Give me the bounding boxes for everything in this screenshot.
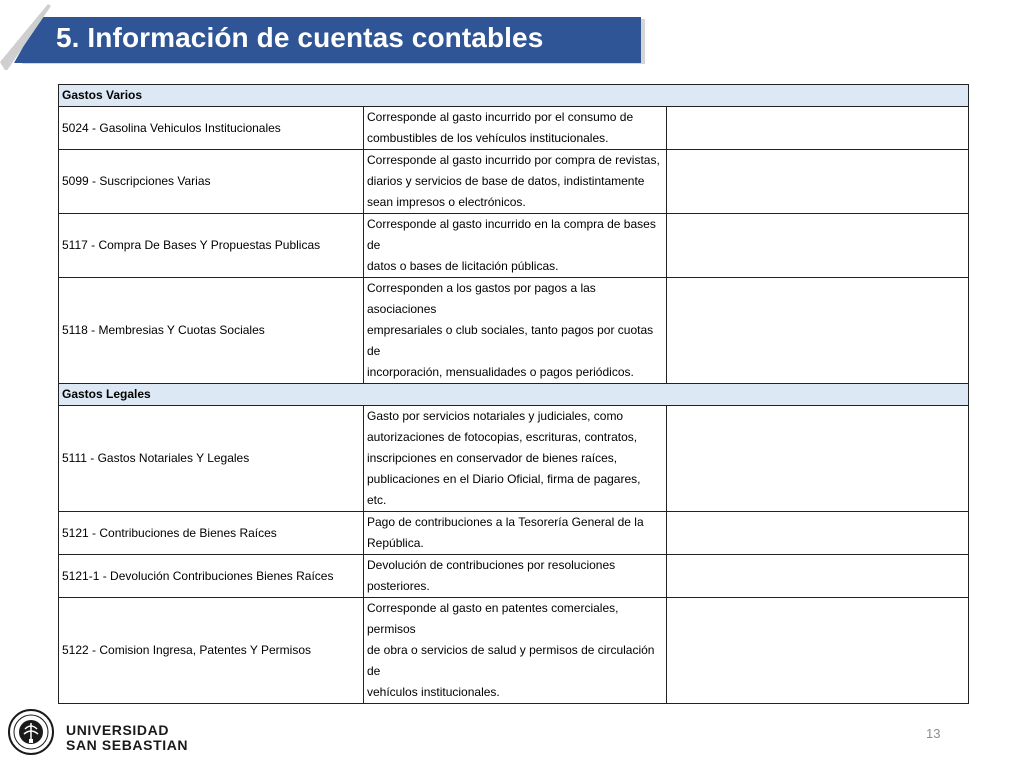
description-line: vehículos institucionales.: [367, 685, 500, 699]
account-description-cell: [364, 598, 667, 704]
account-description-cell: [364, 107, 667, 150]
description-line: de obra o servicios de salud y permisos de circulación de: [367, 643, 655, 678]
description-line: sean impresos o electrónicos.: [367, 195, 526, 209]
account-description-cell: [364, 555, 667, 598]
empty-cell: [667, 598, 969, 704]
table-row: [59, 150, 969, 214]
description-line: empresariales o club sociales, tanto pagos por cuotas de: [367, 323, 654, 358]
section-header-row: [59, 85, 969, 107]
page-title: 5. Información de cuentas contables: [56, 22, 544, 53]
account-description-cell: [364, 406, 667, 512]
table-row: [59, 107, 969, 150]
account-name-cell: 5024 - Gasolina Vehiculos Institucionales: [59, 107, 364, 150]
empty-cell: [667, 406, 969, 512]
empty-cell: [667, 107, 969, 150]
university-seal-icon: [8, 709, 54, 755]
logo-line-1: UNIVERSIDAD: [66, 722, 170, 738]
empty-cell: [667, 512, 969, 555]
account-description-cell: [364, 150, 667, 214]
account-description-cell: [364, 214, 667, 278]
description-line: Corresponde al gasto en patentes comerciales, permisos: [367, 601, 619, 636]
table-row: [59, 555, 969, 598]
table-row: [59, 406, 969, 512]
description-line: Corresponde al gasto incurrido por el consumo de: [367, 110, 634, 124]
description-line: República.: [367, 536, 424, 550]
logo-line-2: SAN SEBASTIAN: [66, 737, 189, 753]
empty-cell: [667, 214, 969, 278]
account-description-cell: [364, 278, 667, 384]
account-name-cell: 5121-1 - Devolución Contribuciones Bienes Raíces: [59, 555, 364, 598]
account-name-cell: 5118 - Membresias Y Cuotas Sociales: [59, 278, 364, 384]
description-line: posteriores.: [367, 579, 430, 593]
description-line: Corresponde al gasto incurrido en la compra de bases de: [367, 217, 656, 252]
account-name-cell: 5117 - Compra De Bases Y Propuestas Publicas: [59, 214, 364, 278]
section-header: Gastos Varios: [59, 85, 969, 107]
description-line: Devolución de contribuciones por resoluciones: [367, 558, 616, 572]
accounts-table: [58, 84, 969, 704]
section-header-row: [59, 384, 969, 406]
account-name-cell: 5122 - Comision Ingresa, Patentes Y Permisos: [59, 598, 364, 704]
description-line: diarios y servicios de base de datos, indistintamente: [367, 174, 645, 188]
description-line: Pago de contribuciones a la Tesorería General de la: [367, 515, 644, 529]
description-line: inscripciones en conservador de bienes raíces,: [367, 451, 618, 465]
table-row: [59, 214, 969, 278]
table-row: [59, 512, 969, 555]
account-name-cell: 5099 - Suscripciones Varias: [59, 150, 364, 214]
accounts-table-body: [59, 85, 969, 704]
empty-cell: [667, 150, 969, 214]
description-line: Gasto por servicios notariales y judiciales, como: [367, 409, 624, 423]
description-line: datos o bases de licitación públicas.: [367, 259, 559, 273]
section-header: Gastos Legales: [59, 384, 969, 406]
description-line: combustibles de los vehículos institucionales.: [367, 131, 609, 145]
university-logo: [8, 709, 189, 757]
title-banner: [0, 0, 645, 70]
description-line: publicaciones en el Diario Oficial, firma de pagares, etc.: [367, 472, 641, 507]
description-line: Corresponde al gasto incurrido por compra de revistas,: [367, 153, 660, 167]
table-row: [59, 598, 969, 704]
description-line: autorizaciones de fotocopias, escrituras, contratos,: [367, 430, 638, 444]
account-description-cell: [364, 512, 667, 555]
account-name-cell: 5121 - Contribuciones de Bienes Raíces: [59, 512, 364, 555]
table-row: [59, 278, 969, 384]
empty-cell: [667, 555, 969, 598]
description-line: Corresponden a los gastos por pagos a las asociaciones: [367, 281, 596, 316]
page-number: 13: [926, 726, 941, 741]
account-name-cell: 5111 - Gastos Notariales Y Legales: [59, 406, 364, 512]
empty-cell: [667, 278, 969, 384]
description-line: incorporación, mensualidades o pagos periódicos.: [367, 365, 634, 379]
